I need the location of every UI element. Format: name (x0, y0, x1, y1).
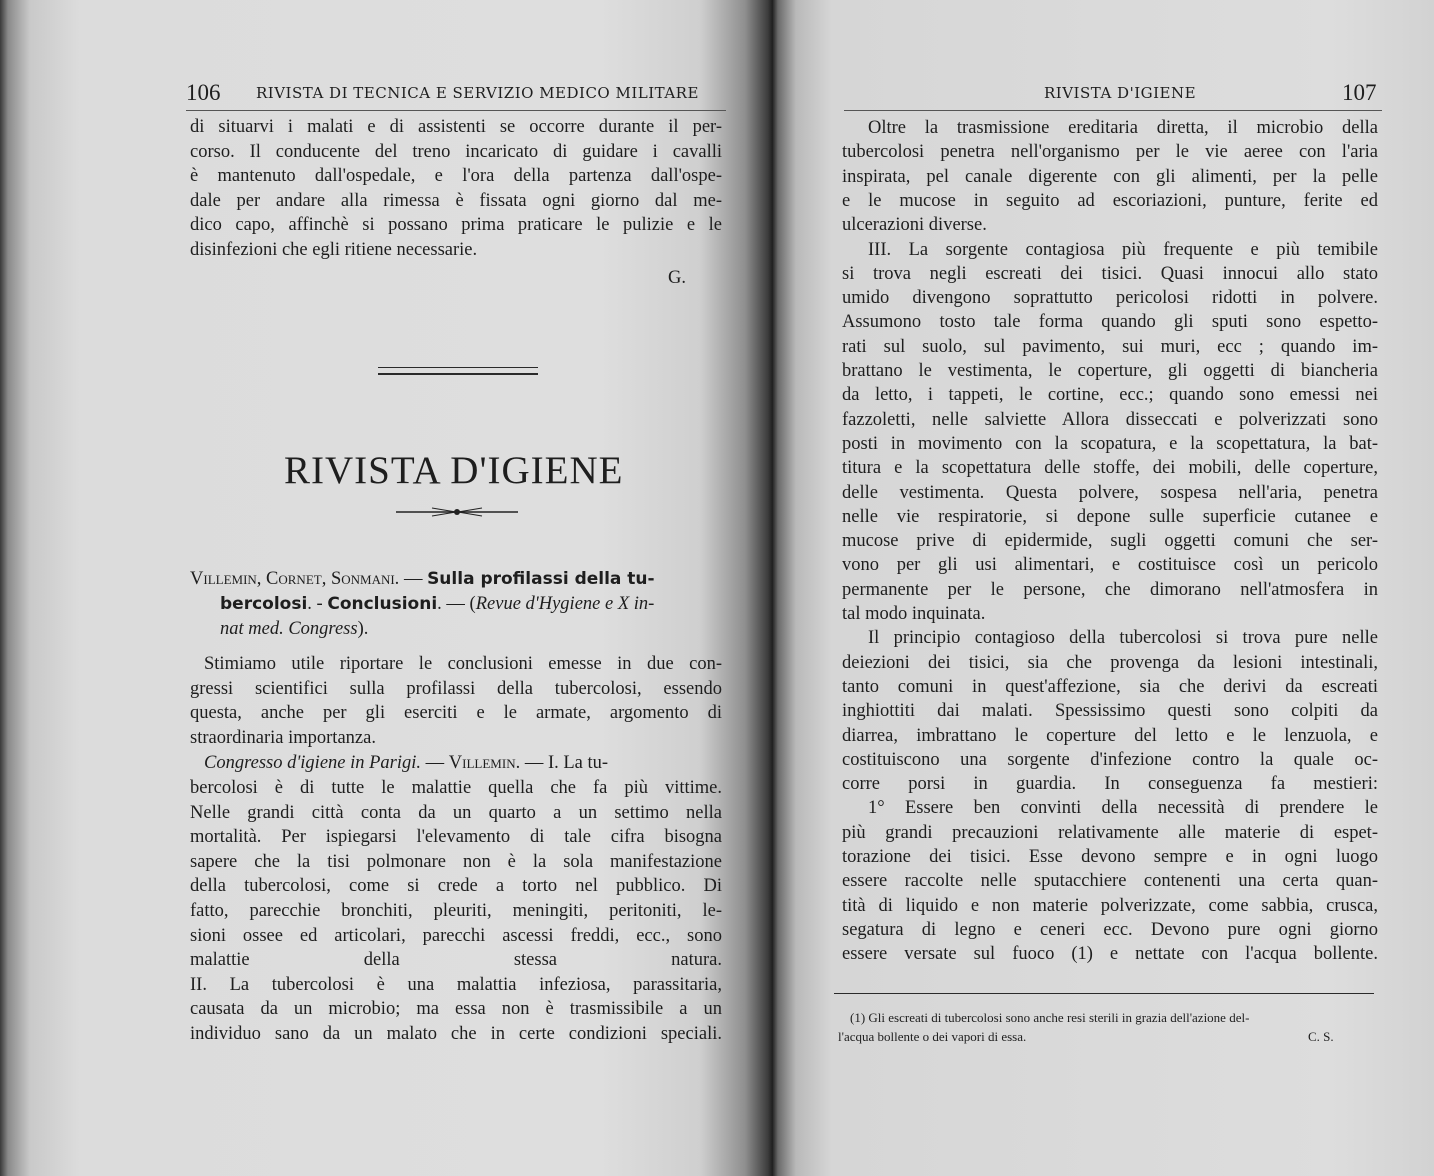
running-head-right: RIVISTA D'IGIENE (1044, 84, 1197, 102)
text-line: umido divengono soprattutto pericolosi ridotti in polvere. (842, 288, 1378, 309)
footnote-signature: C. S. (1308, 1029, 1334, 1044)
left-page: 106 RIVISTA DI TECNICA E SERVIZIO MEDICO MILITARE di situarvi i malati e di assistenti se occorre durante il per- corso. Il conducente del treno incaricato di guidare i cavalli è mantenuto dall'ospedale, e l'ora della partenza dall'ospe- dale per andare alla rimessa è fissata ogni giorno dal me- dico capo, affinchè si possano prima praticare le pulizie e le disinfezioni che egli ritiene necessarie. G. RIVISTA D'IGIENE Villemin, Cornet, Sonmani. — Sulla profilassi della tu- bercolosi. - Conclusioni. — (Revue d'Hygiene e X in- nat med. Congress). Stimiamo utile riportare le conclusioni emesse in due con- gressi scientifici sulla profilassi della tubercolosi, essendo questa, anche per gli eserciti e le armate, argomento di straordinaria importanza. Congresso d'igiene in Parigi. — Villemin. — I. La tu- bercolosi è di tutte le malattie quella che fa più vittime. Nelle grandi città conta da un quarto a un settimo nella mortalità. Per ispiegarsi l'elevamento di tale cifra bisogna sapere che la tisi polmonare non è la sola manifestazione della tubercolosi, come si crede a torto nel pubblico. Di fatto, parecchie bronchiti, pleuriti, meningiti, peritoniti, le- sioni ossee ed articolari, parecchi ascessi freddi, ecc., sono malattie della stessa natura. II. La tubercolosi è una malattia infeziosa, parassitaria, causata da un microbio; ma essa non è trasmissibile a un individuo sano da un malato che in certe condizioni speciali. (0, 0, 772, 1176)
text-line: delle vestimenta. Questa polvere, sospesa nell'aria, penetra (842, 482, 1378, 503)
text-line: costituiscono una sorgente d'infezione contro la quale oc- (842, 749, 1378, 770)
text-line: corre porsi in guardia. In conseguenza fa mestieri: (842, 774, 1378, 795)
text-line: rati sul suolo, sul pavimento, sui muri, ecc ; quando im- (842, 336, 1378, 357)
text-line: essere versate sul fuoco (1) e nettate con l'acqua bollente. (842, 944, 1378, 965)
header-rule-right (844, 110, 1382, 111)
text-line: permanente per le persone, che dimorano nell'atmosfera in (842, 579, 1378, 600)
text-line: dico capo, affinchè si possano prima praticare le pulizie e le (190, 215, 722, 236)
header-rule (186, 110, 726, 111)
text-line: II. La tubercolosi è una malattia infeziosa, parassitaria, (190, 974, 722, 995)
signature: G. (668, 268, 686, 288)
article-source: Revue d'Hygiene e X in- (475, 594, 655, 614)
running-head: RIVISTA DI TECNICA E SERVIZIO MEDICO MILITARE (256, 84, 699, 102)
text-line: fazzoletti, nelle salviette Allora disseccati e polverizzati sono (842, 409, 1378, 430)
page-number-right: 107 (1342, 80, 1377, 105)
text-line: più grandi precauzioni relativamente alle materie di espet- (842, 822, 1378, 843)
text-line: mortalità. Per ispiegarsi l'elevamento di tale cifra bisogna (190, 827, 722, 848)
text-line: è mantenuto dall'ospedale, e l'ora della partenza dall'ospe- (190, 166, 722, 187)
text-line: Il principio contagioso della tubercolosi si trova pure nelle (868, 628, 1378, 649)
text-line: si trova negli escreati dei tisici. Quasi innocui allo stato (842, 263, 1378, 284)
text-line: bercolosi è di tutte le malattie quella che fa più vittime. (190, 778, 722, 798)
right-page (772, 0, 1434, 1176)
text-line: inspirata, pel canale digerente con gli alimenti, per la pelle (842, 166, 1378, 187)
text-line: da letto, i tappeti, le cortine, ecc.; quando sono emessi nei (842, 385, 1378, 406)
article-title: Sulla profilassi della tu- (427, 569, 655, 589)
text-line: della tubercolosi, come si crede a torto nel pubblico. Di (190, 876, 722, 897)
text-line: nelle vie respiratorie, si depone sulle superficie cutanee e (842, 506, 1378, 527)
text-line: 1° Essere ben convinti della necessità di prendere le (868, 798, 1378, 819)
text-line: di situarvi i malati e di assistenti se occorre durante il per- (190, 117, 722, 137)
text-line: Nelle grandi città conta da un quarto a un settimo nella (190, 802, 722, 823)
text-line: Stimiamo utile riportare le conclusioni emesse in due con- (204, 654, 722, 674)
text-line: Assumono tosto tale forma quando gli sputi sono espetto- (842, 312, 1378, 333)
text-line: causata da un microbio; ma essa non è trasmissibile a un (190, 999, 722, 1020)
text-line: disinfezioni che egli ritiene necessarie. (190, 240, 478, 260)
text-line: titura e la scopettatura delle stoffe, dei mobili, delle coperture, (842, 458, 1378, 479)
text-line: dale per andare alla rimessa è fissata ogni giorno dal me- (190, 190, 722, 211)
text-line: deiezioni dei tisici, sia che provenga da lesioni intestinali, (842, 652, 1378, 673)
text-line: sapere che la tisi polmonare non è la sola manifestazione (190, 851, 722, 872)
text-line: corso. Il conducente del treno incaricato di guidare i cavalli (190, 141, 722, 162)
text-line: vono per gli usi alimentari, e costituisce così un pericolo (842, 555, 1378, 576)
text-line: torazione dei tisici. Esse devono sempre e in ogni luogo (842, 847, 1378, 867)
footnote-rule (834, 993, 1374, 994)
text-line: gressi scientifici sulla profilassi della tubercolosi, essendo (190, 678, 722, 699)
text-line: e le mucose in seguito ad escoriazioni, punture, ferite ed (842, 190, 1378, 211)
text-line: diarrea, imbrattano le coperture del letto e le lenzuola, e (842, 725, 1378, 746)
text-line: tubercolosi penetra nell'organismo per le vie aeree con l'aria (842, 142, 1378, 163)
text-line: tanto comuni in quest'affezione, sia che derivi da escreati (842, 676, 1378, 697)
text-line: posti in movimento con la scopatura, e la scopettatura, la bat- (842, 433, 1378, 454)
text-line: tità di liquido e non materie polverizzate, come sabbia, crusca, (842, 895, 1378, 916)
section-title: RIVISTA D'IGIENE (284, 449, 624, 492)
text-line: ulcerazioni diverse. (842, 215, 987, 236)
text-line: essere raccolte nelle sputacchiere contenenti una certa quan- (842, 871, 1378, 892)
text-line: mucose prive di epidermide, sugli oggetti comuni che ser- (842, 531, 1378, 552)
text-line: tal modo inquinata. (842, 604, 986, 624)
ornament-icon (396, 505, 518, 519)
footnote-line: (1) Gli escreati di tubercolosi sono anche resi sterili in grazia dell'azione del- (850, 1010, 1250, 1025)
text-line: sioni ossee ed articolari, parecchi ascessi freddi, ecc., sono (190, 925, 722, 946)
text-line: segatura di legno e ceneri ecc. Devono pure ogni giorno (842, 919, 1378, 940)
footnote-line: l'acqua bollente o dei vapori di essa. (838, 1029, 1027, 1044)
text-line: questa, anche per gli eserciti e le armate, argomento di (190, 703, 722, 724)
text-line: malattie della stessa natura. (190, 950, 722, 971)
text-line: brattano le vestimenta, le coperture, gli oggetti di biancheria (842, 361, 1378, 381)
text-line: III. La sorgente contagiosa più frequente e più temibile (868, 239, 1378, 260)
text-line: straordinaria importanza. (190, 727, 376, 748)
text-line: fatto, parecchie bronchiti, pleuriti, meningiti, peritoniti, le- (190, 901, 722, 921)
text-line: Oltre la trasmissione ereditaria diretta, il microbio della (868, 118, 1378, 138)
text-line: inghiottiti dai malati. Spessissimo questi sono colpiti da (842, 701, 1378, 722)
page-number: 106 (186, 80, 221, 105)
congress-line: Congresso d'igiene in Parigi. — Villemin. — I. La tu- (204, 753, 609, 773)
text-line: individuo sano da un malato che in certe condizioni speciali. (190, 1024, 722, 1044)
article-authors: Villemin, Cornet, Sonmani. (190, 569, 400, 589)
